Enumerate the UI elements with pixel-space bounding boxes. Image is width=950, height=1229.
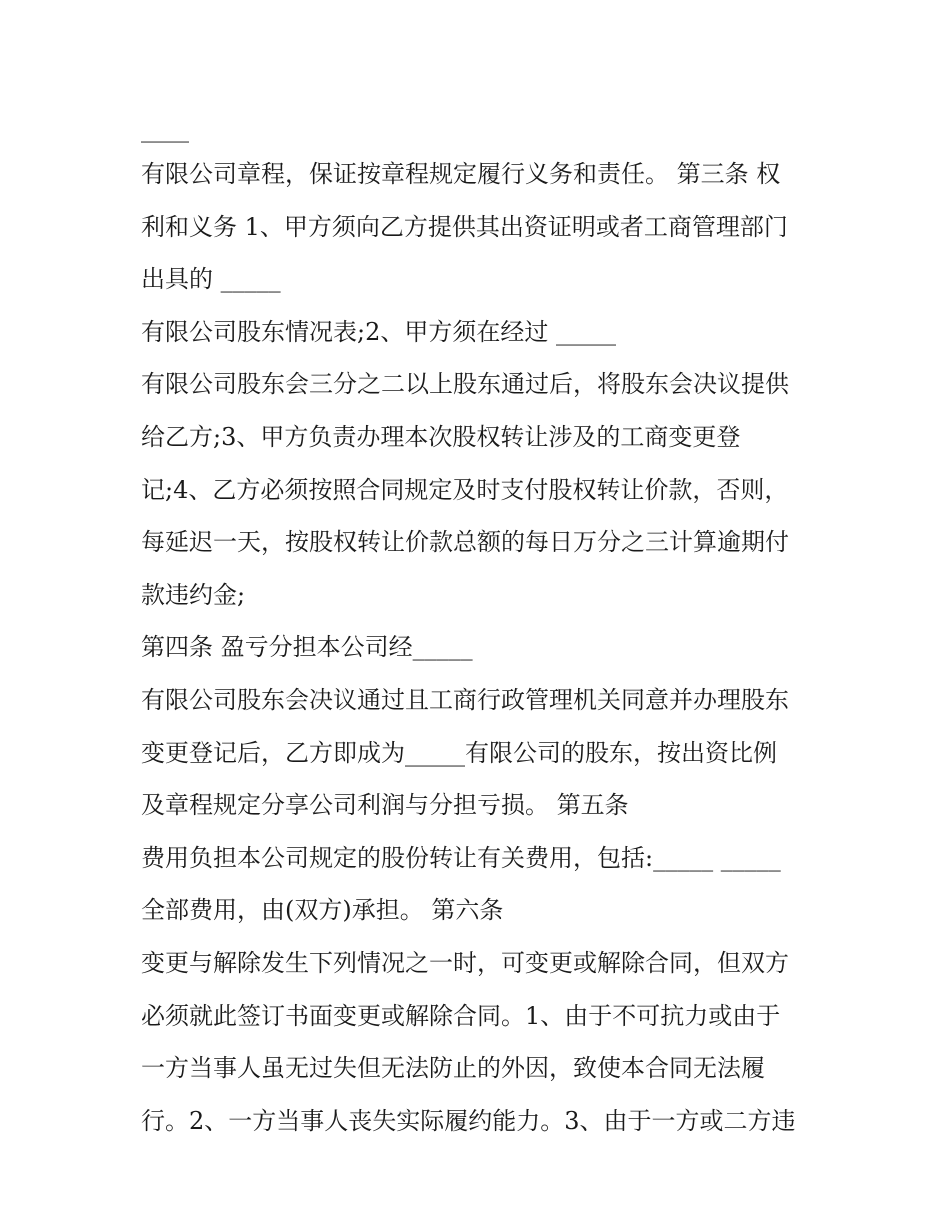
text-line: 费用负担本公司规定的股份转让有关费用，包括:_____ _____	[141, 843, 781, 872]
text-line: 变更与解除发生下列情况之一时，可变更或解除合同，但双方	[141, 948, 789, 977]
text-line: 有限公司股东情况表;2、甲方须在经过 _____	[141, 317, 616, 346]
text-line: 有限公司股东会决议通过且工商行政管理机关同意并办理股东	[141, 685, 789, 714]
document-body	[141, 110, 831, 1147]
text-line: 全部费用，由(双方)承担。 第六条	[141, 896, 504, 925]
text-line: 给乙方;3、甲方负责办理本次股权转让涉及的工商变更登	[141, 422, 741, 451]
text-line: 有限公司股东会三分之二以上股东通过后，将股东会决议提供	[141, 370, 789, 399]
text-line: 有限公司章程，保证按章程规定履行义务和责任。 第三条 权	[141, 160, 781, 188]
text-line: 出具的 _____	[141, 265, 281, 294]
text-line: 款违约金;	[141, 580, 246, 609]
text-line: 记;4、乙方必须按照合同规定及时支付股权转让价款，否则，	[141, 475, 789, 504]
text-line: 利和义务 1、甲方须向乙方提供其出资证明或者工商管理部门	[141, 212, 788, 241]
text-line: 必须就此签订书面变更或解除合同。1、由于不可抗力或由于	[141, 1001, 781, 1030]
text-line: ____	[141, 115, 189, 143]
text-line: 及章程规定分享公司利润与分担亏损。 第五条	[141, 791, 629, 820]
text-line: 变更登记后，乙方即成为_____有限公司的股东，按出资比例	[141, 738, 777, 767]
text-line: 第四条 盈亏分担本公司经_____	[141, 633, 473, 662]
text-line: 每延迟一天，按股权转让价款总额的每日万分之三计算逾期付	[141, 528, 789, 557]
text-line: 一方当事人虽无过失但无法防止的外因，致使本合同无法履	[141, 1054, 765, 1083]
text-line: 行。2、一方当事人丧失实际履约能力。3、由于一方或二方违	[141, 1106, 796, 1135]
